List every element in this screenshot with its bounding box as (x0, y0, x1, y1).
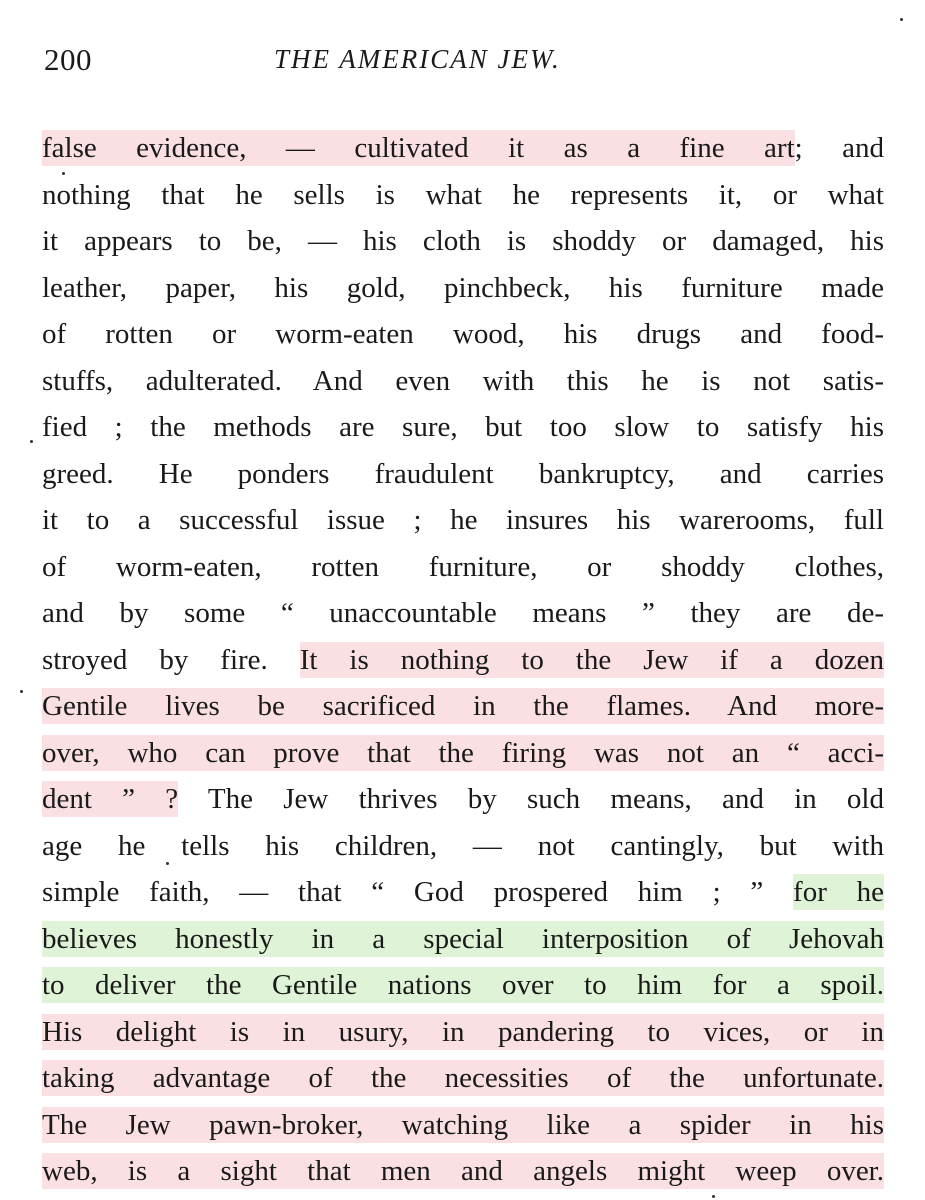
text-line (42, 172, 884, 219)
highlight-pink: It is nothing to the Jew if a dozen (299, 643, 884, 676)
text-segment: The Jew thrives by such means, and in old (178, 783, 884, 815)
print-speck (712, 1195, 715, 1198)
highlight-green: believes honestly in a special interposition of Jehovah (42, 922, 884, 955)
text-segment: and by some “ unaccountable means ” they are de- (42, 597, 884, 629)
text-line (42, 544, 884, 591)
print-speck (62, 172, 65, 175)
text-line (42, 869, 884, 916)
text-line (42, 451, 884, 498)
text-line (42, 1148, 884, 1195)
text-line (42, 125, 884, 172)
highlight-pink: over, who can prove that the firing was not an “ acci- (42, 736, 884, 769)
highlight-green: to deliver the Gentile nations over to him for a spoil. (42, 969, 884, 1001)
text-segment: simple faith, — that “ God prospered him ; ” (42, 876, 794, 908)
text-segment: stroyed by fire. (42, 643, 300, 676)
text-line (42, 1055, 884, 1102)
text-line (42, 683, 884, 730)
text-line (42, 590, 884, 637)
text-line (42, 637, 884, 684)
text-segment: of rotten or worm-eaten wood, his drugs and food- (42, 318, 884, 350)
text-segment: it to a successful issue ; he insures his warerooms, full (42, 504, 884, 536)
text-segment: leather, paper, his gold, pinchbeck, his furniture made (42, 271, 884, 304)
text-line (42, 916, 884, 963)
text-segment: stuffs, adulterated. And even with this he is not satis- (42, 364, 884, 397)
text-line (42, 730, 884, 777)
print-speck (900, 18, 903, 21)
text-segment: fied ; the methods are sure, but too slow to satisfy his (42, 411, 884, 443)
highlight-pink: His delight is in usury, in pandering to vices, or in (42, 1015, 884, 1048)
text-segment: ; and (794, 132, 884, 164)
text-line (42, 1009, 884, 1056)
text-line (42, 497, 884, 544)
highlight-green: for he (793, 876, 884, 908)
text-line (42, 776, 884, 823)
text-segment: it appears to be, — his cloth is shoddy or damaged, his (42, 225, 884, 257)
highlight-pink: The Jew pawn-broker, watching like a spider in his (42, 1108, 884, 1141)
text-segment: nothing that he sells is what he represents it, or what (42, 178, 884, 211)
text-line (42, 404, 884, 451)
page-number: 200 (44, 42, 92, 77)
text-line (42, 1102, 884, 1149)
running-title: THE AMERICAN JEW. (274, 44, 561, 74)
highlight-pink: dent ” ? (42, 783, 179, 815)
text-segment: age he tells his children, — not cantingly, but with (42, 829, 884, 862)
highlight-pink: web, is a sight that men and angels might weep over. (42, 1155, 884, 1187)
text-segment: greed. He ponders fraudulent bankruptcy, and carries (42, 457, 884, 490)
print-speck (20, 690, 23, 693)
print-speck (166, 862, 169, 865)
page-header (44, 42, 884, 92)
highlight-pink: Gentile lives be sacrificed in the flames. And more- (42, 690, 884, 722)
text-line (42, 265, 884, 312)
text-segment: of worm-eaten, rotten furniture, or shoddy clothes, (42, 550, 884, 583)
text-line (42, 962, 884, 1009)
highlight-pink: false evidence, — cultivated it as a fine art (42, 132, 795, 164)
text-line (42, 218, 884, 265)
text-line (42, 311, 884, 358)
highlight-pink: taking advantage of the necessities of the unfortunate. (42, 1062, 884, 1094)
body-text (42, 125, 884, 1195)
text-line (42, 358, 884, 405)
print-speck (30, 440, 33, 443)
